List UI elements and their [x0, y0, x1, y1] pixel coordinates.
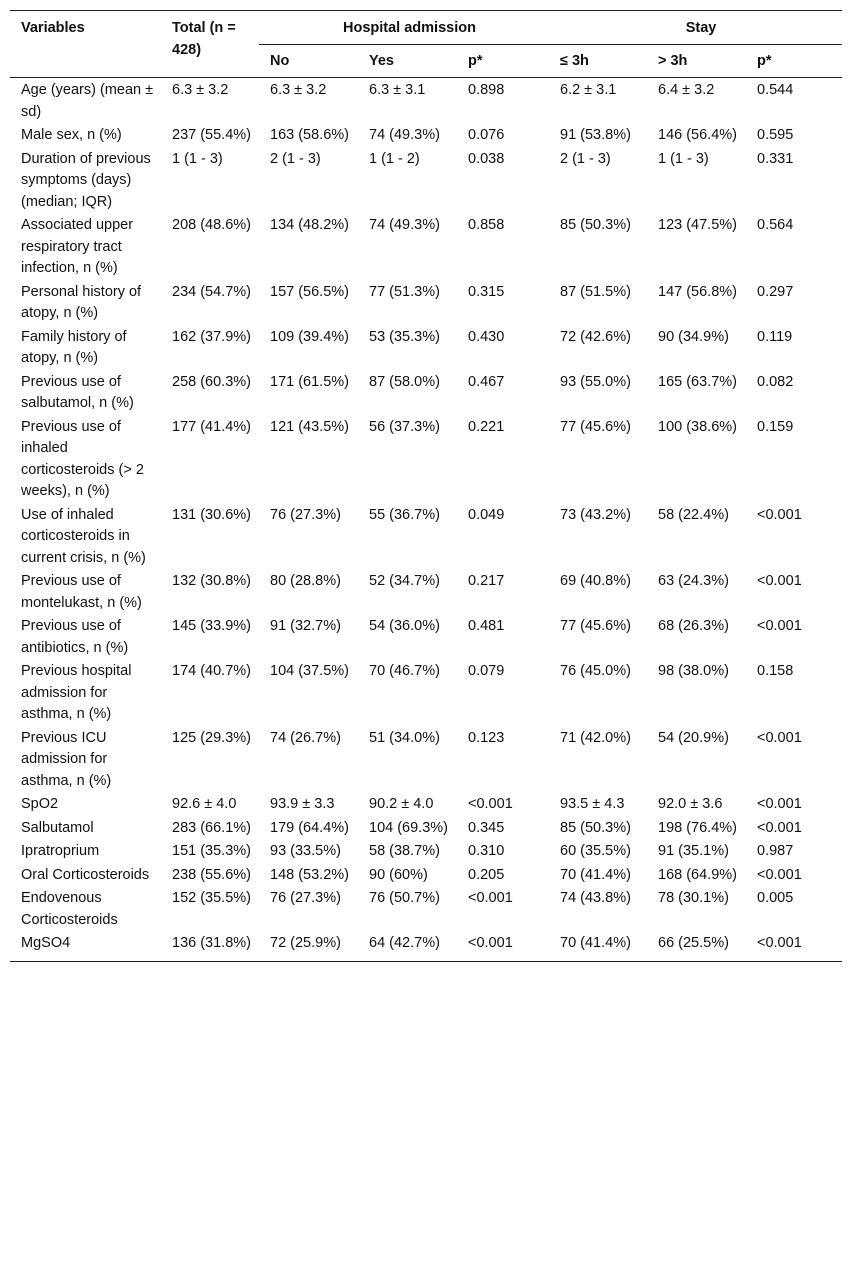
- header-no: No: [259, 44, 358, 78]
- cell-stay-gt-3h: 123 (47.5%): [658, 217, 737, 233]
- cell-admission-p: 0.467: [468, 373, 505, 390]
- cell-stay-le-3h: 85 (50.3%): [560, 819, 631, 836]
- cell-admission-p: 0.038: [468, 150, 505, 167]
- cell-stay-le-3h: 76 (45.0%): [560, 663, 631, 679]
- cell-stay-le-3h: 93 (55.0%): [560, 373, 631, 390]
- header-stay: Stay: [549, 11, 842, 45]
- cell-admission-yes: 74 (49.3%): [369, 127, 440, 143]
- cell-stay-le-3h: 2 (1 - 3): [560, 150, 611, 167]
- cell-stay-p: 0.331: [757, 150, 794, 167]
- cell-variable: Associated upper respiratory tract infection, n (%): [21, 217, 134, 276]
- cell-total: 258 (60.3%): [172, 373, 251, 390]
- cell-stay-p: 0.595: [757, 127, 794, 143]
- cell-admission-yes: 56 (37.3%): [369, 418, 440, 435]
- cell-stay-p: <0.001: [757, 618, 802, 634]
- table-header: [10, 11, 842, 78]
- table-row: [10, 886, 842, 931]
- header-p-admission: p*: [457, 44, 549, 78]
- cell-admission-p: <0.001: [468, 796, 513, 812]
- cell-stay-le-3h: 74 (43.8%): [560, 890, 631, 906]
- cell-stay-gt-3h: 90 (34.9%): [658, 328, 729, 345]
- cell-stay-gt-3h: 165 (63.7%): [658, 373, 737, 390]
- cell-admission-yes: 70 (46.7%): [369, 663, 440, 679]
- table-row: [10, 123, 842, 147]
- cell-stay-p: 0.005: [757, 890, 794, 906]
- cell-variable: Age (years) (mean ± sd): [21, 82, 154, 120]
- cell-admission-yes: 87 (58.0%): [369, 373, 440, 390]
- cell-admission-yes: 90 (60%): [369, 866, 428, 883]
- table-row: [10, 792, 842, 816]
- cell-stay-p: 0.082: [757, 373, 794, 390]
- cell-admission-yes: 51 (34.0%): [369, 729, 440, 746]
- table-row: [10, 726, 842, 793]
- cell-admission-yes: 52 (34.7%): [369, 573, 440, 589]
- cell-stay-le-3h: 93.5 ± 4.3: [560, 796, 625, 812]
- cell-variable: Previous use of montelukast, n (%): [21, 573, 142, 611]
- cell-admission-p: 0.123: [468, 729, 505, 746]
- cell-admission-no: 72 (25.9%): [259, 931, 358, 961]
- cell-stay-le-3h: 77 (45.6%): [560, 618, 631, 634]
- cell-stay-p: <0.001: [757, 866, 802, 883]
- cell-stay-gt-3h: 92.0 ± 3.6: [658, 796, 723, 812]
- cell-stay-le-3h: 69 (40.8%): [560, 573, 631, 589]
- cell-stay-gt-3h: 198 (76.4%): [658, 819, 737, 836]
- cell-admission-no: 148 (53.2%): [270, 866, 349, 883]
- cell-stay-gt-3h: 98 (38.0%): [658, 663, 729, 679]
- cell-total: 237 (55.4%): [172, 127, 251, 143]
- cell-admission-p: 0.345: [468, 819, 505, 836]
- cell-admission-no: 93.9 ± 3.3: [270, 796, 335, 812]
- cell-stay-p: 0.544: [757, 82, 794, 98]
- cell-stay-le-3h: 72 (42.6%): [560, 328, 631, 345]
- cell-admission-yes: 104 (69.3%): [369, 819, 448, 836]
- cell-admission-yes: 54 (36.0%): [369, 618, 440, 634]
- cell-stay-le-3h: 87 (51.5%): [560, 283, 631, 300]
- cell-stay-le-3h: 85 (50.3%): [560, 217, 631, 233]
- cell-stay-le-3h: 71 (42.0%): [560, 729, 631, 746]
- cell-admission-yes: 77 (51.3%): [369, 283, 440, 300]
- cell-total: 234 (54.7%): [172, 283, 251, 300]
- cell-stay-gt-3h: 58 (22.4%): [658, 506, 729, 523]
- cell-admission-p: 0.217: [468, 573, 505, 589]
- cell-variable: Previous use of salbutamol, n (%): [21, 373, 134, 411]
- cell-total: 177 (41.4%): [172, 418, 251, 435]
- cell-variable: Duration of previous symptoms (days) (median; IQR): [21, 150, 151, 210]
- cell-variable: MgSO4: [10, 931, 161, 961]
- cell-stay-gt-3h: 54 (20.9%): [658, 729, 729, 746]
- cell-admission-no: 109 (39.4%): [270, 328, 349, 345]
- header-le-3h: ≤ 3h: [549, 44, 647, 78]
- cell-admission-no: 171 (61.5%): [270, 373, 349, 390]
- table-row: [10, 839, 842, 863]
- table-row: [10, 78, 842, 124]
- cell-admission-yes: 53 (35.3%): [369, 328, 440, 345]
- cell-admission-no: 76 (27.3%): [270, 890, 341, 906]
- cell-admission-yes: 64 (42.7%): [358, 931, 457, 961]
- cell-total: 132 (30.8%): [172, 573, 251, 589]
- cell-variable: Previous ICU admission for asthma, n (%): [21, 729, 112, 789]
- cell-stay-p: 0.297: [757, 283, 794, 300]
- cell-total: 174 (40.7%): [172, 663, 251, 679]
- cell-admission-yes: 90.2 ± 4.0: [369, 796, 434, 812]
- cell-total: 162 (37.9%): [172, 328, 251, 345]
- cell-admission-no: 80 (28.8%): [270, 573, 341, 589]
- cell-variable: Male sex, n (%): [21, 127, 122, 143]
- cell-stay-le-3h: 77 (45.6%): [560, 418, 631, 435]
- header-p-stay: p*: [746, 44, 842, 78]
- cell-total: 145 (33.9%): [172, 618, 251, 634]
- cell-variable: Use of inhaled corticosteroids in current crisis, n (%): [21, 506, 146, 566]
- cell-admission-no: 6.3 ± 3.2: [270, 82, 327, 98]
- table-row: [10, 614, 842, 659]
- table-row: [10, 213, 842, 280]
- cell-admission-p: 0.430: [468, 328, 505, 345]
- cell-stay-gt-3h: 63 (24.3%): [658, 573, 729, 589]
- cell-admission-p: 0.481: [468, 618, 505, 634]
- table-row: [10, 863, 842, 887]
- cell-stay-gt-3h: 100 (38.6%): [658, 418, 737, 435]
- table-row: [10, 370, 842, 415]
- cell-variable: Personal history of atopy, n (%): [21, 283, 142, 321]
- cell-stay-gt-3h: 147 (56.8%): [658, 283, 737, 300]
- cell-variable: Ipratroprium: [21, 843, 100, 859]
- cell-admission-p: 0.205: [468, 866, 505, 883]
- cell-total: 6.3 ± 3.2: [172, 82, 229, 98]
- cell-stay-gt-3h: 168 (64.9%): [658, 866, 737, 883]
- cell-admission-no: 163 (58.6%): [270, 127, 349, 143]
- data-table: [10, 10, 842, 962]
- table-row: [10, 147, 842, 214]
- cell-total: 1 (1 - 3): [172, 150, 223, 167]
- header-hospital-admission: Hospital admission: [259, 11, 549, 45]
- cell-stay-le-3h: 73 (43.2%): [560, 506, 631, 523]
- cell-total: 92.6 ± 4.0: [172, 796, 237, 812]
- cell-admission-no: 157 (56.5%): [270, 283, 349, 300]
- table-row: [10, 325, 842, 370]
- cell-stay-gt-3h: 1 (1 - 3): [658, 150, 709, 167]
- cell-stay-gt-3h: 78 (30.1%): [658, 890, 729, 906]
- cell-admission-yes: 55 (36.7%): [369, 506, 440, 523]
- table-container: [10, 10, 842, 962]
- cell-admission-p: 0.898: [468, 82, 505, 98]
- cell-variable: SpO2: [21, 796, 59, 812]
- table-row: [10, 659, 842, 726]
- cell-stay-gt-3h: 66 (25.5%): [647, 931, 746, 961]
- cell-stay-p: <0.001: [757, 573, 802, 589]
- cell-admission-p: 0.079: [468, 663, 505, 679]
- cell-admission-no: 179 (64.4%): [270, 819, 349, 836]
- cell-stay-p: <0.001: [757, 729, 802, 746]
- cell-admission-yes: 58 (38.7%): [369, 843, 440, 859]
- table-row: [10, 816, 842, 840]
- cell-variable: Oral Corticosteroids: [21, 866, 150, 883]
- cell-admission-no: 134 (48.2%): [270, 217, 349, 233]
- cell-admission-no: 93 (33.5%): [270, 843, 341, 859]
- cell-admission-yes: 76 (50.7%): [369, 890, 440, 906]
- cell-stay-p: <0.001: [757, 506, 802, 523]
- cell-total: 151 (35.3%): [172, 843, 251, 859]
- cell-total: 283 (66.1%): [172, 819, 251, 836]
- cell-stay-le-3h: 91 (53.8%): [560, 127, 631, 143]
- cell-admission-p: 0.315: [468, 283, 505, 300]
- cell-admission-no: 104 (37.5%): [270, 663, 349, 679]
- table-row: [10, 280, 842, 325]
- cell-stay-p: 0.564: [757, 217, 794, 233]
- table-row: [10, 503, 842, 570]
- cell-admission-no: 91 (32.7%): [270, 618, 341, 634]
- cell-stay-p: <0.001: [757, 796, 802, 812]
- cell-stay-p: <0.001: [746, 931, 842, 961]
- cell-admission-p: 0.049: [468, 506, 505, 523]
- table-row: [10, 415, 842, 503]
- header-gt-3h: > 3h: [647, 44, 746, 78]
- cell-admission-no: 76 (27.3%): [270, 506, 341, 523]
- cell-stay-gt-3h: 91 (35.1%): [658, 843, 729, 859]
- cell-admission-yes: 6.3 ± 3.1: [369, 82, 426, 98]
- cell-total: 131 (30.6%): [172, 506, 251, 523]
- cell-stay-le-3h: 60 (35.5%): [560, 843, 631, 859]
- cell-variable: Family history of atopy, n (%): [21, 328, 127, 366]
- table-body: [10, 78, 842, 962]
- header-total: Total (n = 428): [161, 11, 259, 78]
- cell-admission-yes: 74 (49.3%): [369, 217, 440, 233]
- cell-total: 136 (31.8%): [161, 931, 259, 961]
- cell-admission-no: 121 (43.5%): [270, 418, 349, 435]
- cell-total: 152 (35.5%): [172, 890, 251, 906]
- cell-stay-le-3h: 70 (41.4%): [560, 866, 631, 883]
- table-row: [10, 569, 842, 614]
- cell-variable: Previous use of antibiotics, n (%): [21, 618, 129, 656]
- cell-stay-p: 0.159: [757, 418, 794, 435]
- cell-admission-yes: 1 (1 - 2): [369, 150, 420, 167]
- cell-stay-p: 0.119: [757, 328, 793, 345]
- cell-stay-p: 0.987: [757, 843, 794, 859]
- cell-admission-p: 0.221: [468, 418, 505, 435]
- cell-stay-p: <0.001: [757, 819, 802, 836]
- cell-stay-gt-3h: 146 (56.4%): [658, 127, 737, 143]
- header-yes: Yes: [358, 44, 457, 78]
- cell-admission-p: 0.310: [468, 843, 505, 859]
- table-row: [10, 931, 842, 961]
- cell-total: 208 (48.6%): [172, 217, 251, 233]
- cell-variable: Previous use of inhaled corticosteroids (> 2 weeks), n (%): [21, 418, 144, 499]
- cell-total: 125 (29.3%): [172, 729, 251, 746]
- cell-variable: Previous hospital admission for asthma, n (%): [21, 663, 132, 722]
- cell-stay-gt-3h: 68 (26.3%): [658, 618, 729, 634]
- cell-admission-p: <0.001: [468, 890, 513, 906]
- header-variables: Variables: [10, 11, 161, 78]
- cell-stay-le-3h: 6.2 ± 3.1: [560, 82, 617, 98]
- cell-total: 238 (55.6%): [172, 866, 251, 883]
- cell-admission-no: 2 (1 - 3): [270, 150, 321, 167]
- cell-admission-p: 0.858: [468, 217, 505, 233]
- cell-stay-gt-3h: 6.4 ± 3.2: [658, 82, 715, 98]
- cell-stay-le-3h: 70 (41.4%): [549, 931, 647, 961]
- cell-admission-p: <0.001: [457, 931, 549, 961]
- cell-admission-no: 74 (26.7%): [270, 729, 341, 746]
- cell-admission-p: 0.076: [468, 127, 505, 143]
- cell-stay-p: 0.158: [757, 663, 794, 679]
- cell-variable: Salbutamol: [21, 819, 94, 836]
- cell-variable: Endovenous Corticosteroids: [21, 890, 118, 928]
